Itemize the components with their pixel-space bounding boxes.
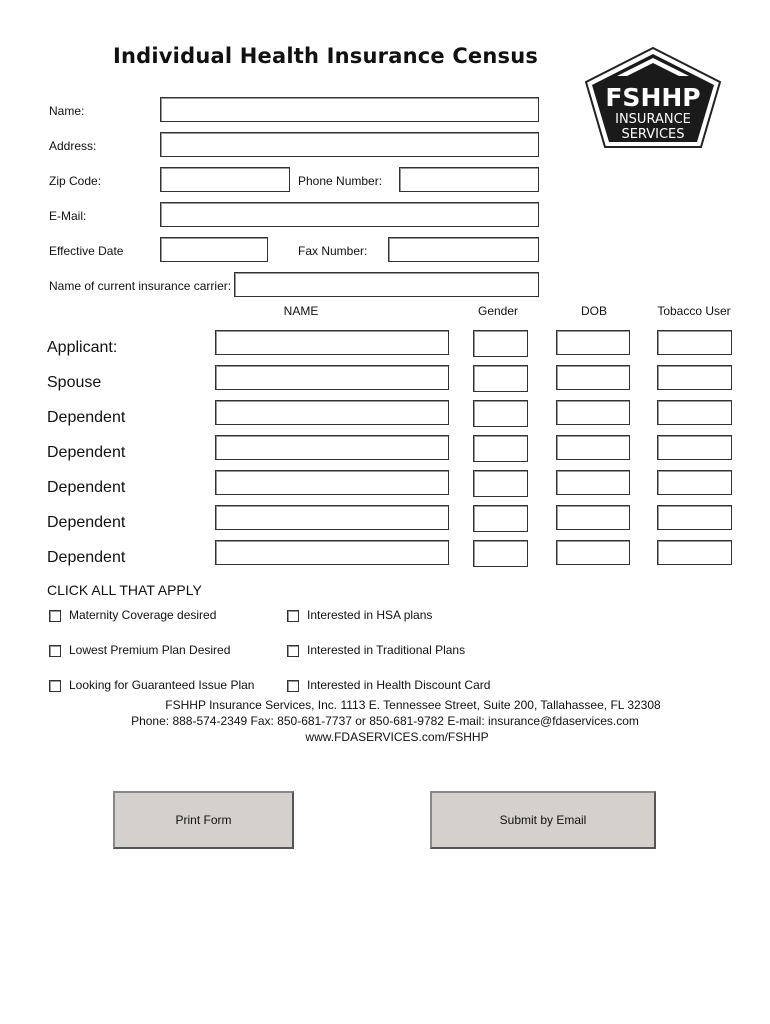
maternity-checkbox[interactable] (49, 610, 61, 622)
dependent-2-dob-field[interactable] (556, 435, 630, 460)
applicant-tobacco-field[interactable] (657, 330, 732, 355)
dependent-1-name-field[interactable] (215, 400, 449, 425)
col-header-tobacco: Tobacco User (657, 304, 731, 318)
applicant-dob-field[interactable] (556, 330, 630, 355)
row-label-spouse: Spouse (47, 374, 102, 391)
dependent-1-dob-field[interactable] (556, 400, 630, 425)
options-heading: CLICK ALL THAT APPLY (47, 582, 202, 598)
dependent-3-tobacco-field[interactable] (657, 470, 732, 495)
carrier-field[interactable] (234, 272, 539, 297)
fax-field[interactable] (388, 237, 539, 262)
dependent-2-name-field[interactable] (215, 435, 449, 460)
row-label-dependent-1: Dependent (47, 409, 126, 426)
dependent-4-gender-field[interactable] (473, 505, 528, 532)
dependent-3-name-field[interactable] (215, 470, 449, 495)
spouse-gender-field[interactable] (473, 365, 528, 392)
col-header-gender: Gender (477, 304, 519, 318)
print-form-button[interactable]: Print Form (113, 791, 294, 849)
spouse-name-field[interactable] (215, 365, 449, 390)
dependent-1-gender-field[interactable] (473, 400, 528, 427)
row-label-applicant: Applicant: (47, 339, 118, 356)
zip-field[interactable] (160, 167, 290, 192)
discount-card-label: Interested in Health Discount Card (307, 678, 491, 692)
fax-label: Fax Number: (298, 244, 368, 258)
hsa-checkbox[interactable] (287, 610, 299, 622)
footer-address: FSHHP Insurance Services, Inc. 1113 E. Tennessee Street, Suite 200, Tallahassee, FL 32308 (165, 698, 661, 712)
logo-text-services: SERVICES (621, 127, 685, 142)
page-title: Individual Health Insurance Census (113, 44, 539, 68)
fshhp-logo (583, 46, 723, 150)
email-field[interactable] (160, 202, 539, 227)
lowest-premium-checkbox[interactable] (49, 645, 61, 657)
dependent-4-name-field[interactable] (215, 505, 449, 530)
carrier-label: Name of current insurance carrier: (49, 279, 232, 293)
effective-date-field[interactable] (160, 237, 268, 262)
dependent-2-tobacco-field[interactable] (657, 435, 732, 460)
col-header-dob: DOB (580, 304, 607, 318)
footer-contact: Phone: 888-574-2349 Fax: 850-681-7737 or 850-681-9782 E-mail: insurance@fdaservices.com (131, 714, 639, 728)
traditional-plans-label: Interested in Traditional Plans (307, 643, 466, 657)
dependent-1-tobacco-field[interactable] (657, 400, 732, 425)
name-field[interactable] (160, 97, 539, 122)
discount-card-checkbox[interactable] (287, 680, 299, 692)
spouse-tobacco-field[interactable] (657, 365, 732, 390)
logo-text-fshhp: FSHHP (605, 83, 701, 112)
address-field[interactable] (160, 132, 539, 157)
phone-field[interactable] (399, 167, 539, 192)
dependent-4-dob-field[interactable] (556, 505, 630, 530)
row-label-dependent-4: Dependent (47, 514, 126, 531)
col-header-name: NAME (283, 304, 319, 318)
traditional-plans-checkbox[interactable] (287, 645, 299, 657)
dependent-3-gender-field[interactable] (473, 470, 528, 497)
dependent-5-dob-field[interactable] (556, 540, 630, 565)
zip-label: Zip Code: (49, 174, 102, 188)
logo-text-insurance: INSURANCE (615, 112, 691, 127)
guaranteed-issue-label: Looking for Guaranteed Issue Plan (69, 678, 255, 692)
applicant-gender-field[interactable] (473, 330, 528, 357)
dependent-4-tobacco-field[interactable] (657, 505, 732, 530)
hsa-label: Interested in HSA plans (307, 608, 433, 622)
dependent-3-dob-field[interactable] (556, 470, 630, 495)
lowest-premium-label: Lowest Premium Plan Desired (69, 643, 231, 657)
applicant-name-field[interactable] (215, 330, 449, 355)
maternity-label: Maternity Coverage desired (69, 608, 217, 622)
footer-website: www.FDASERVICES.com/FSHHP (305, 730, 489, 744)
email-label: E-Mail: (49, 209, 87, 223)
spouse-dob-field[interactable] (556, 365, 630, 390)
address-label: Address: (49, 139, 97, 153)
row-label-dependent-3: Dependent (47, 479, 126, 496)
guaranteed-issue-checkbox[interactable] (49, 680, 61, 692)
row-label-dependent-2: Dependent (47, 444, 126, 461)
dependent-5-name-field[interactable] (215, 540, 449, 565)
submit-by-email-button[interactable]: Submit by Email (430, 791, 656, 849)
dependent-5-gender-field[interactable] (473, 540, 528, 567)
dependent-2-gender-field[interactable] (473, 435, 528, 462)
dependent-5-tobacco-field[interactable] (657, 540, 732, 565)
effective-date-label: Effective Date (49, 244, 124, 258)
phone-label: Phone Number: (298, 174, 383, 188)
row-label-dependent-5: Dependent (47, 549, 126, 566)
name-label: Name: (49, 104, 85, 118)
